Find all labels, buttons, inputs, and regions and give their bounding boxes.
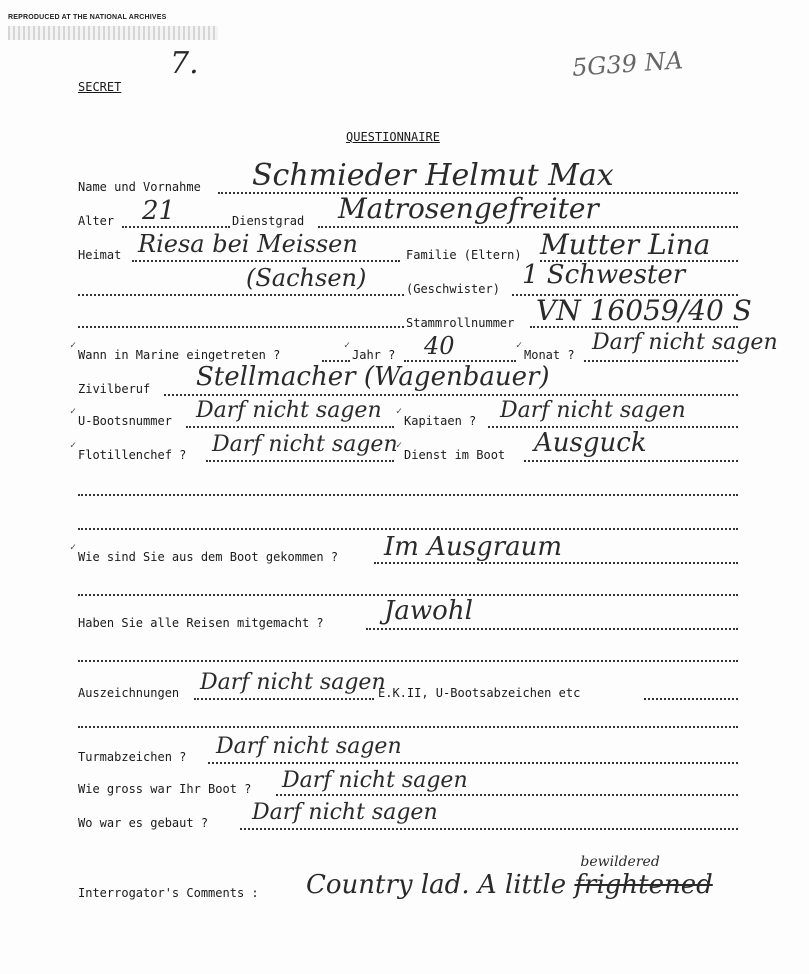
stammrollnummer-answer: VN 16059/40 S — [536, 294, 752, 327]
dotted-line — [122, 226, 230, 228]
check-mark: ✓ — [70, 340, 77, 351]
dotted-line — [584, 360, 738, 362]
dotted-line — [524, 460, 738, 462]
profession-answer: Stellmacher (Wagenbauer) — [196, 362, 550, 392]
siblings-label: (Geschwister) — [406, 282, 500, 296]
month-label: Monat ? — [524, 348, 575, 362]
uboat-label: U-Bootsnummer — [78, 414, 172, 428]
boat-size-answer: Darf nicht sagen — [282, 768, 468, 793]
how-left-answer: Im Ausgraum — [384, 532, 563, 562]
dotted-line — [194, 698, 374, 700]
captain-label: Kapitaen ? — [404, 414, 477, 428]
check-mark: ✓ — [70, 542, 77, 553]
check-mark: ✓ — [516, 340, 523, 351]
profession-label: Zivilberuf — [78, 382, 151, 396]
built-label: Wo war es gebaut ? — [78, 816, 209, 830]
dotted-line — [78, 726, 738, 728]
dotted-line — [186, 426, 394, 428]
stammrollnummer-label: Stammrollnummer — [406, 316, 515, 330]
awards-hint: E.K.II, U-Bootsabzeichen etc — [378, 686, 581, 700]
comments-correction: bewildered — [580, 854, 660, 870]
year-answer: 40 — [424, 332, 455, 360]
dotted-line — [208, 762, 738, 764]
check-mark: ✓ — [70, 440, 77, 451]
check-mark: ✓ — [396, 440, 403, 451]
dotted-line — [78, 660, 738, 662]
dotted-line — [644, 698, 738, 700]
family-label: Familie (Eltern) — [406, 248, 522, 262]
file-reference: 5G39 NA — [571, 46, 684, 82]
boat-size-label: Wie gross war Ihr Boot ? — [78, 782, 252, 796]
comments-label: Interrogator's Comments : — [78, 886, 259, 900]
name-answer: Schmieder Helmut Max — [252, 158, 614, 193]
year-label: Jahr ? — [352, 348, 396, 362]
classification-label: SECRET — [78, 80, 122, 94]
check-mark: ✓ — [396, 406, 403, 417]
dotted-line — [240, 828, 738, 830]
all-trips-answer: Jawohl — [384, 596, 473, 626]
age-label: Alter — [78, 214, 115, 228]
name-label: Name und Vornahme — [78, 180, 201, 194]
duty-label: Dienst im Boot — [404, 448, 506, 462]
captain-answer: Darf nicht sagen — [500, 398, 686, 423]
rank-answer: Matrosengefreiter — [338, 192, 599, 225]
comments-struck-word: frightened — [574, 870, 713, 900]
dotted-line — [374, 562, 738, 564]
how-left-label: Wie sind Sie aus dem Boot gekommen ? — [78, 550, 339, 564]
stamp-scan-bar — [8, 26, 218, 40]
tower-answer: Darf nicht sagen — [216, 734, 402, 759]
dotted-line — [276, 794, 738, 796]
dotted-line — [78, 326, 404, 328]
home-label: Heimat — [78, 248, 122, 262]
dotted-line — [132, 260, 400, 262]
duty-answer: Ausguck — [534, 428, 647, 458]
awards-answer: Darf nicht sagen — [200, 670, 386, 695]
month-answer: Darf nicht sagen — [592, 330, 778, 355]
comments-text: Country lad. A little — [306, 870, 567, 900]
family-answer: Mutter Lina — [540, 228, 711, 261]
home-answer: Riesa bei Meissen — [138, 230, 358, 258]
siblings-answer: 1 Schwester — [522, 260, 686, 290]
rank-label: Dienstgrad — [232, 214, 305, 228]
dotted-line — [78, 494, 738, 496]
dotted-line — [78, 294, 404, 296]
dotted-line — [78, 528, 738, 530]
dotted-line — [206, 460, 394, 462]
comments-answer — [306, 854, 713, 900]
uboat-answer: Darf nicht sagen — [196, 398, 382, 423]
age-answer: 21 — [142, 196, 176, 226]
archives-stamp: REPRODUCED AT THE NATIONAL ARCHIVES — [8, 14, 167, 21]
flotilla-answer: Darf nicht sagen — [212, 432, 398, 457]
built-answer: Darf nicht sagen — [252, 800, 438, 825]
dotted-line — [164, 394, 738, 396]
all-trips-label: Haben Sie alle Reisen mitgemacht ? — [78, 616, 324, 630]
dotted-line — [366, 628, 738, 630]
check-mark: ✓ — [344, 340, 351, 351]
awards-label: Auszeichnungen — [78, 686, 180, 700]
home-answer-region: (Sachsen) — [246, 264, 367, 292]
check-mark: ✓ — [70, 406, 77, 417]
tower-label: Turmabzeichen ? — [78, 750, 187, 764]
joined-label: Wann in Marine eingetreten ? — [78, 348, 281, 362]
flotilla-label: Flotillenchef ? — [78, 448, 187, 462]
document-title: QUESTIONNAIRE — [346, 130, 440, 144]
copy-number: 7. — [170, 46, 199, 81]
